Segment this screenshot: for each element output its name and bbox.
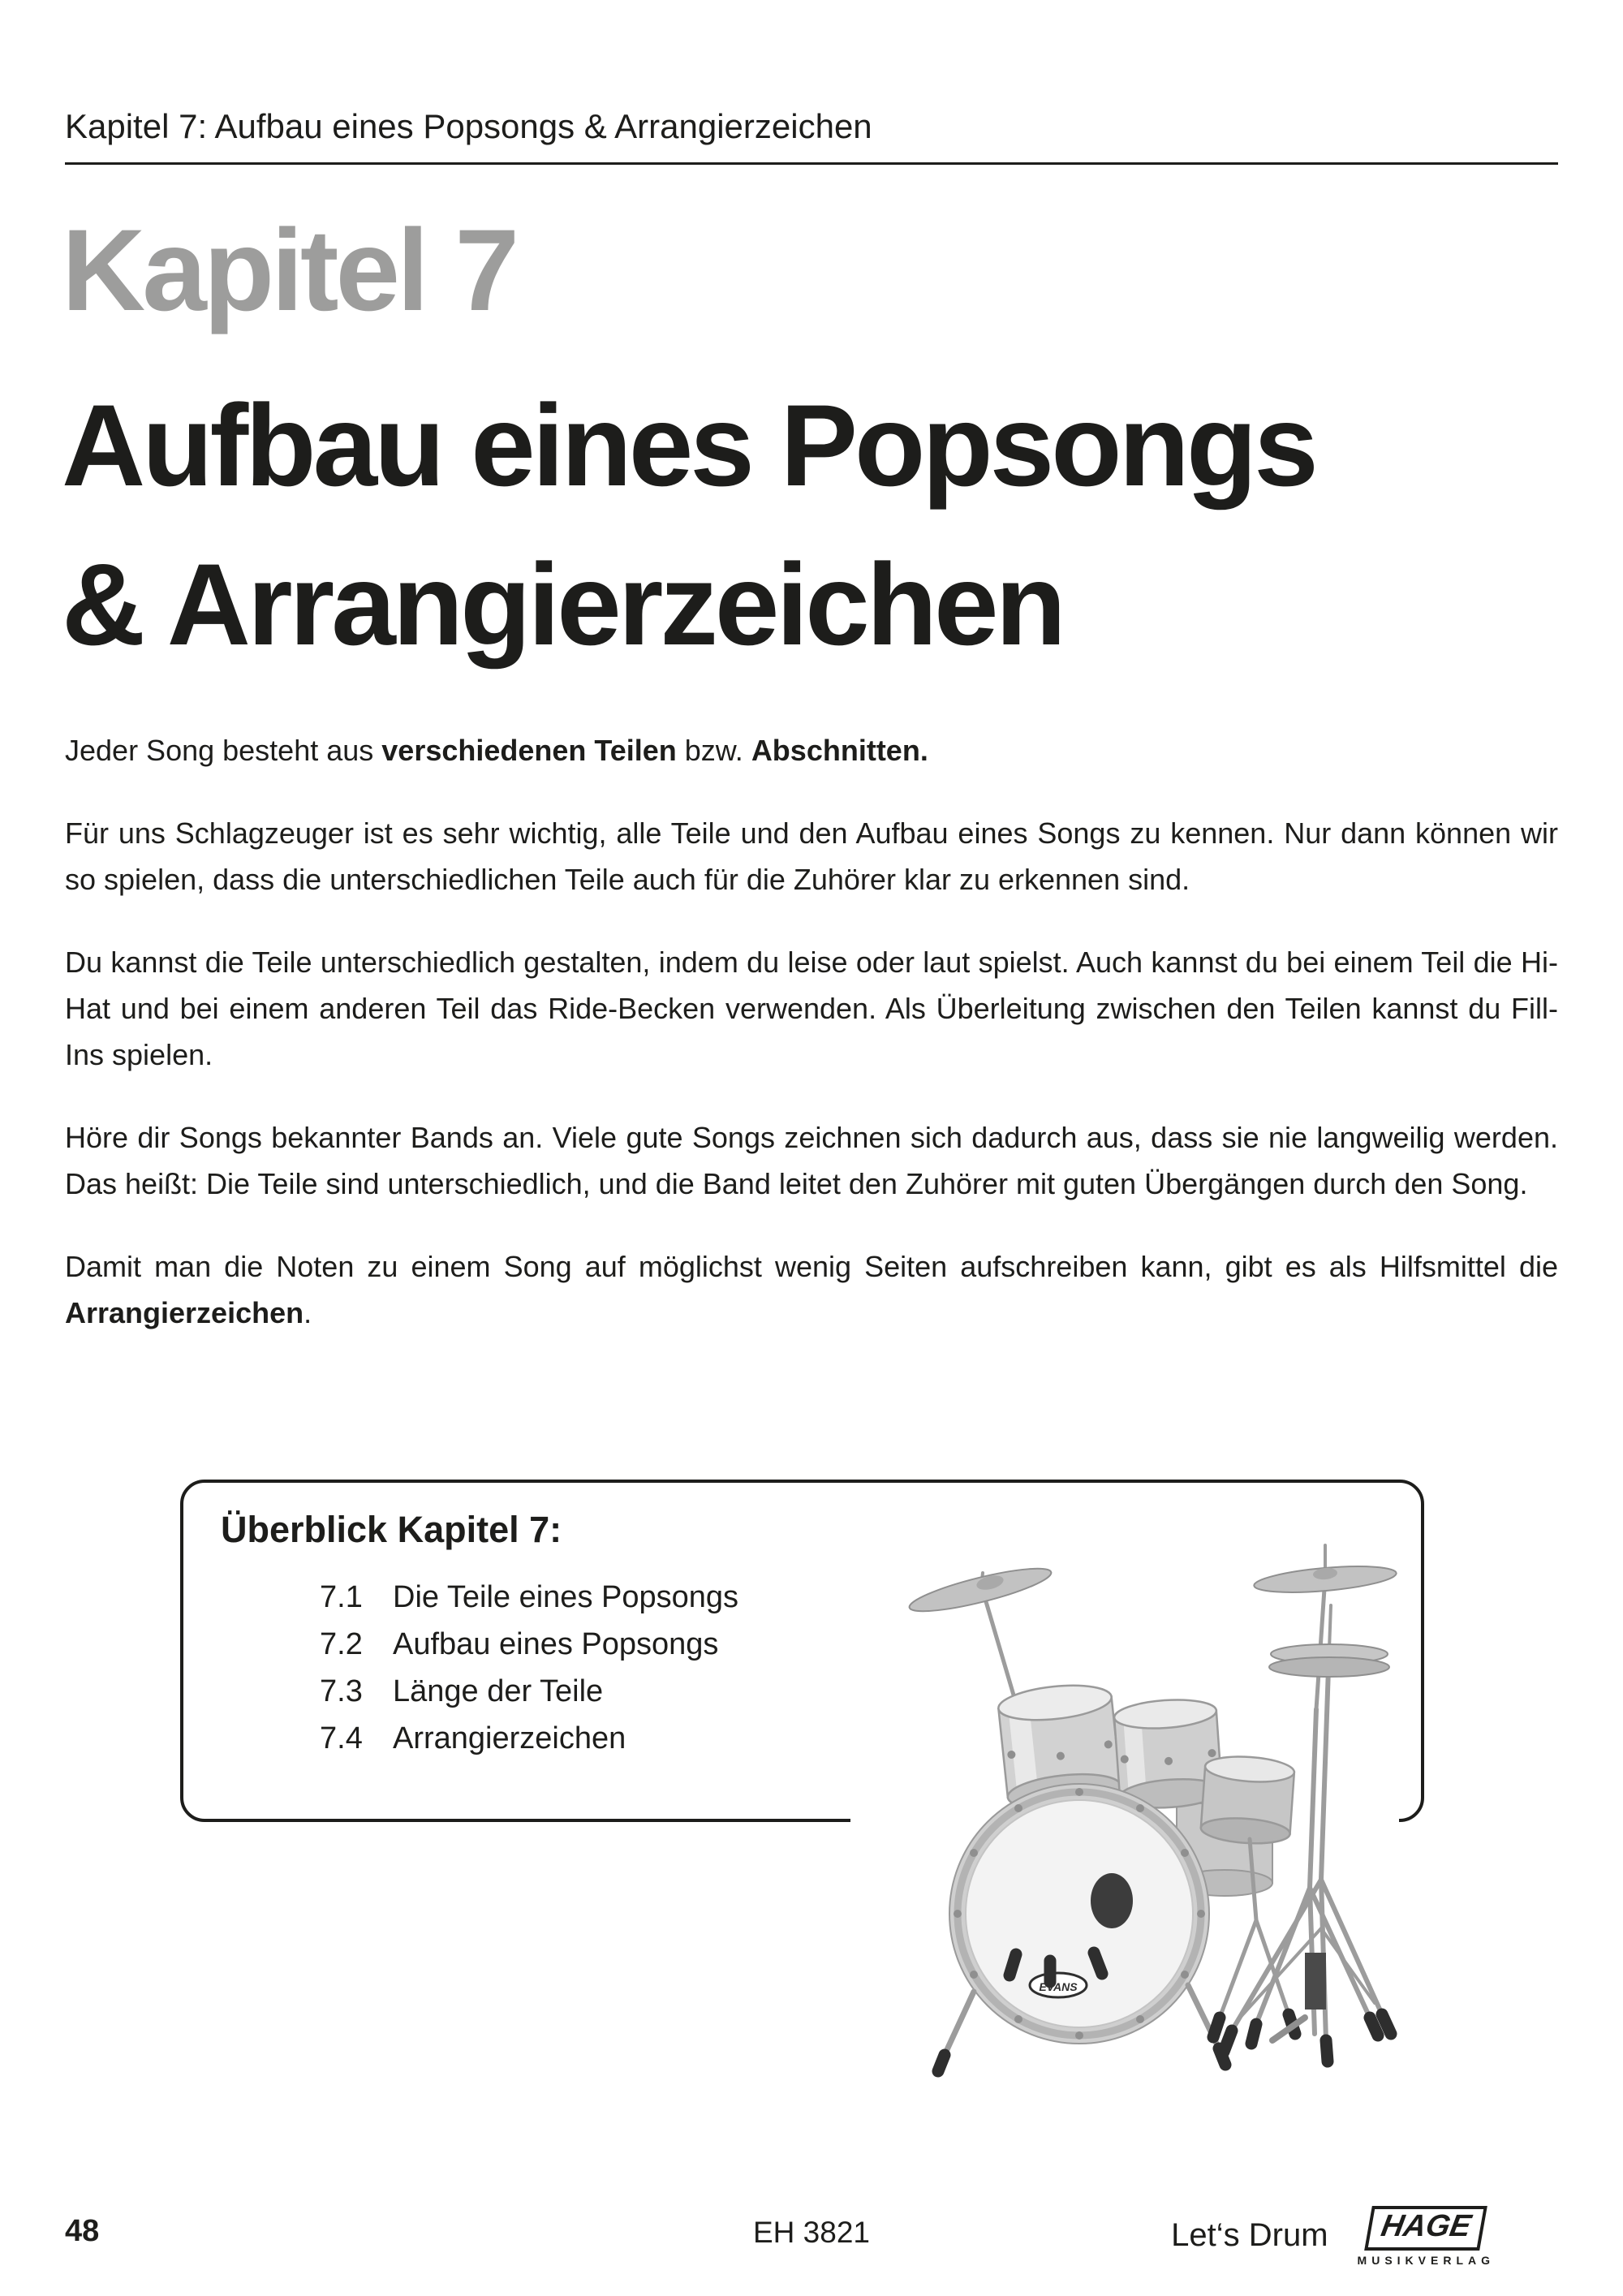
publisher-logo-text: HAGE [1379, 2209, 1474, 2243]
overview-item-label: Die Teile eines Popsongs [393, 1580, 739, 1614]
paragraph: Höre dir Songs bekannter Bands an. Viele gute Songs zeichnen sich dadurch aus, dass sie nie langweilig werden. Das heißt: Die Teile sind unterschiedlich, und die Band leitet den Zuhörer mit guten Übergängen durch den Song. [65, 1121, 1558, 1200]
drumhead-logo [1030, 1973, 1087, 1997]
overview-item-label: Länge der Teile [393, 1674, 604, 1708]
overview-item [320, 1627, 738, 1674]
running-header: Kapitel 7: Aufbau eines Popsongs & Arrangierzeichen [65, 107, 872, 145]
overview-item-label: Aufbau eines Popsongs [393, 1627, 719, 1661]
overview-item-number: 7.1 [320, 1580, 363, 1614]
paragraph: Jeder Song besteht aus verschiedenen Teilen bzw. Abschnitten. [65, 734, 928, 767]
ride-cymbal [906, 1561, 1054, 1620]
svg-text:EVANS: EVANS [1039, 1980, 1078, 1993]
overview-item-number: 7.2 [320, 1627, 363, 1661]
overview-title: Überblick Kapitel 7: [221, 1509, 562, 1550]
snare-drum [1200, 1754, 1295, 1846]
overview-item [320, 1674, 738, 1721]
body-paragraphs [65, 727, 1558, 1372]
chapter-title [62, 367, 1315, 685]
overview-item [320, 1580, 738, 1627]
edition-number: EH 3821 [753, 2216, 870, 2249]
overview-item-number: 7.4 [320, 1721, 363, 1755]
hi-hat-cymbals [1269, 1644, 1389, 1677]
overview-item-number: 7.3 [320, 1674, 363, 1708]
chapter-title-line2: & Arrangierzeichen [62, 541, 1063, 670]
page-number: 48 [65, 2214, 100, 2248]
publisher-logo-box [1365, 2206, 1487, 2251]
chapter-title-line1: Aufbau eines Popsongs [62, 381, 1315, 510]
drum-kit-photo [850, 1498, 1399, 2091]
publisher-logo [1358, 2206, 1495, 2267]
header-rule [65, 162, 1558, 165]
book-title: Let‘s Drum [1171, 2217, 1328, 2253]
chapter-number-heading: Kapitel 7 [62, 206, 517, 335]
publisher-logo-subtext: MUSIKVERLAG [1357, 2254, 1495, 2267]
overview-list [320, 1580, 738, 1768]
paragraph: Für uns Schlagzeuger ist es sehr wichtig, alle Teile und den Aufbau eines Songs zu kennen. Nur dann können wir so spielen, dass die unterschiedlichen Teile auch für die Zuhörer klar zu erkennen sind. [65, 816, 1558, 896]
paragraph: Du kannst die Teile unterschiedlich gestalten, indem du leise oder laut spielst. Auch kannst du bei einem Teil die Hi-Hat und bei einem anderen Teil das Ride-Becken verwenden. Als Überleitung zwischen den Teilen kannst du Fill-Ins spielen. [65, 946, 1558, 1071]
bass-drum-port-hole [1091, 1873, 1133, 1928]
drum-kit-illustration [850, 1498, 1399, 2091]
footer-right-group [1171, 2206, 1495, 2267]
paragraph: Damit man die Noten zu einem Song auf möglichst wenig Seiten aufschreiben kann, gibt es als Hilfsmittel die Arrangierzeichen. [65, 1250, 1558, 1329]
overview-item [320, 1721, 738, 1768]
overview-item-label: Arrangierzeichen [393, 1721, 626, 1755]
bass-drum-spur-left [945, 1992, 974, 2055]
